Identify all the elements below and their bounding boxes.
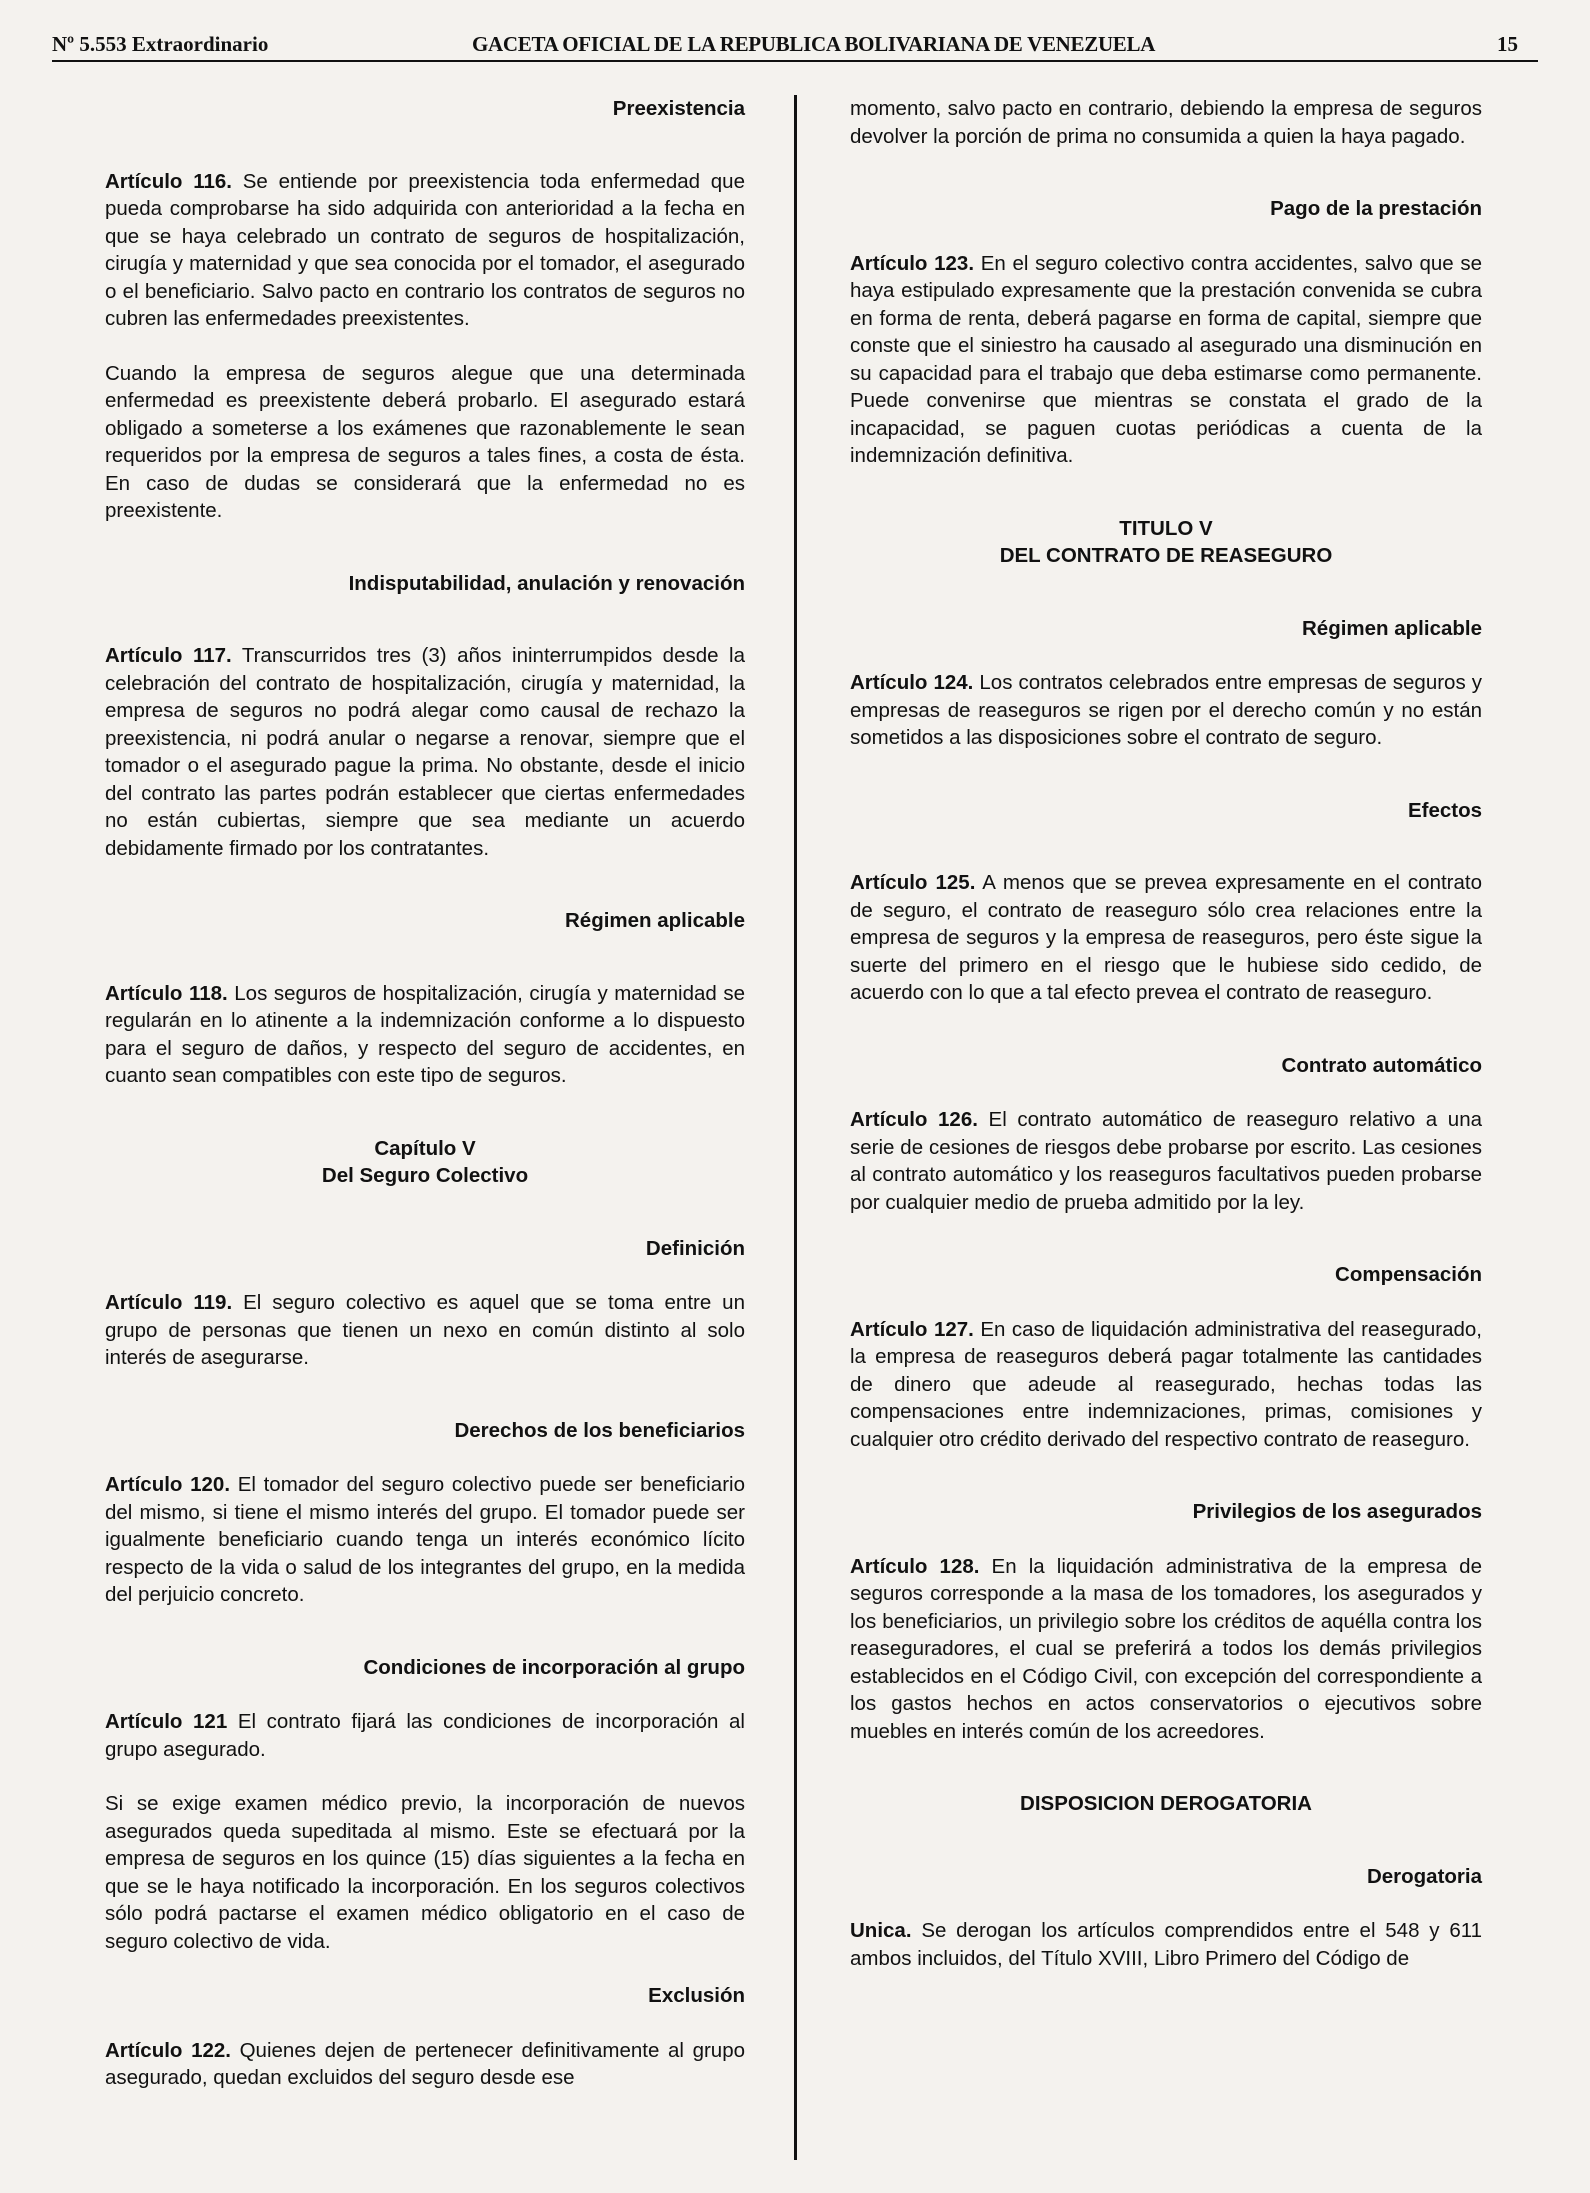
title-v: TITULO V [1119,516,1213,540]
article-123-text: En el seguro colectivo contra accidentes, salvo que se haya estipulado expresamente que la prestación convenida se cubra en forma de renta, deberá pagarse en forma de capital, siempre que conste que el siniestro ha causado al asegurado una disminución en su capacidad para el trabajo que deba estimarse como permanente. Puede convenirse que mientras se constata el grado de la incapacidad, se paguen cuotas periódicas a cuenta de la indemnización definitiva. [850,251,1482,467]
unica-article [850,1917,1482,1972]
article-120 [105,1471,745,1609]
heading-derechos-beneficiarios: Derechos de los beneficiarios [454,1418,745,1442]
article-128 [850,1553,1482,1746]
article-116-text: Se entiende por preexistencia toda enfermedad que pueda comprobarse ha sido adquirida con anterioridad a la fecha en que se haya celebrado un contrato de seguros de hospitalización, cirugía y maternidad y que sea conocida por el tomador, el asegurado o el beneficiario. Salvo pacto en contrario los contratos de seguros no cubren las enfermedades preexistentes. [105,169,745,330]
article-117-text: Transcurridos tres (3) años ininterrumpidos desde la celebración del contrato de hospitalización, cirugía y maternidad, la empresa de seguros no podrá alegar como causal de rechazo la preexistencia, ni podrá anular o negarse a renovar, siempre que el tomador o el asegurado pague la prima. No obstante, desde el inicio del contrato las partes podrán establecer que ciertas enfermedades no están cubiertas, siempre que sea mediante un acuerdo debidamente firmado por los contratantes. [105,644,745,860]
unica-text: Se derogan los artículos comprendidos entre el 548 y 611 ambos incluidos, del Título XVIII, Libro Primero del Código de [850,1919,1482,1970]
article-121 [105,1708,745,1763]
article-118 [105,980,745,1090]
article-116 [105,168,745,333]
heading-preexistencia: Preexistencia [612,97,745,120]
article-127-text: En caso de liquidación administrativa del reasegurado, la empresa de reaseguros deberá pagar totalmente las cantidades de dinero que adeude al reasegurado, hechas todas las compensaciones entre indemnizaciones, primas, comisiones y cualquier otro crédito derivado del respectivo contrato de reaseguro. [850,1317,1482,1451]
column-divider [794,95,797,2160]
article-121-number: Artículo 121 [105,1710,228,1733]
article-126 [850,1106,1482,1216]
article-120-number: Artículo 120. [105,1473,231,1496]
heading-derogatoria: Derogatoria [1366,1864,1482,1888]
title-v-subtitle: DEL CONTRATO DE REASEGURO [999,544,1333,567]
unica-label: Unica. [850,1919,912,1942]
chapter-subtitle: Del Seguro Colectivo [321,1164,529,1187]
article-119-text: El seguro colectivo es aquel que se toma entre un grupo de personas que tienen un nexo en común distinto al solo interés de asegurarse. [105,1291,745,1369]
article-125 [850,869,1482,1007]
article-128-number: Artículo 128. [850,1554,980,1578]
article-122-continuation: momento, salvo pacto en contrario, debiendo la empresa de seguros devolver la porción de prima no consumida a quien la haya pagado. [850,97,1482,148]
article-122 [105,2037,745,2092]
heading-contrato-automatico: Contrato automático [1281,1053,1482,1077]
article-126-number: Artículo 126. [850,1108,978,1131]
article-122-text: Quienes dejen de pertenecer definitivamente al grupo asegurado, quedan excluidos del seguro desde ese [105,2038,745,2089]
article-116-number: Artículo 116. [105,169,232,193]
article-120-text: El tomador del seguro colectivo puede ser beneficiario del mismo, si tiene el mismo interés del grupo. El tomador puede ser igualmente beneficiario cuando tenga un interés económico lícito respecto de la vida o salud de los integrantes del grupo, en la medida del perjuicio concreto. [105,1473,745,1606]
article-123 [850,250,1482,470]
article-125-number: Artículo 125. [850,871,976,894]
heading-compensacion: Compensación [1335,1263,1482,1286]
article-116-paragraph-2: Cuando la empresa de seguros alegue que una determinada enfermedad es preexistente deberá probarlo. El asegurado estará obligado a someterse a los exámenes que razonablemente le sean requeridos por la empresa de seguros a tales fines, a costa de ésta. En caso de dudas se considerará que la enfermedad no es preexistente. [105,361,745,522]
heading-privilegios: Privilegios de los asegurados [1192,1500,1482,1523]
article-118-text: Los seguros de hospitalización, cirugía y maternidad se regularán en lo atinente a la indemnización conforme a lo dispuesto para el seguro de daños, y respecto del seguro de accidentes, en cuanto sean compatibles con este tipo de seguros. [105,981,745,1087]
article-124-text: Los contratos celebrados entre empresas de seguros y empresas de reaseguros se rigen por el derecho común y no están sometidos a las disposiciones sobre el contrato de seguro. [850,671,1482,749]
disposicion-derogatoria: DISPOSICION DEROGATORIA [1020,1792,1312,1815]
article-126-text: El contrato automático de reaseguro relativo a una serie de cesiones de riesgos debe probarse por escrito. Las cesiones al contrato automático y los reaseguros facultativos pueden probarse por cualquier medio de prueba admitido por la ley. [850,1108,1482,1214]
heading-pago-prestacion: Pago de la prestación [1270,197,1482,220]
article-119 [105,1289,745,1372]
right-column [850,95,1482,1972]
page-number: 15 [1497,32,1518,56]
left-column [105,95,745,2092]
heading-condiciones-incorporacion: Condiciones de incorporación al grupo [363,1655,745,1679]
article-118-number: Artículo 118. [105,981,228,1005]
article-117 [105,642,745,862]
article-127-number: Artículo 127. [850,1317,974,1341]
heading-regimen-aplicable: Régimen aplicable [564,909,745,932]
heading-indisputabilidad: Indisputabilidad, anulación y renovación [348,571,745,595]
article-128-text: En la liquidación administrativa de la empresa de seguros corresponde a la masa de los tomadores, los asegurados y los beneficiarios, un privilegio sobre los créditos de aquélla contra los reaseguradores, el cual se preferirá a todos los demás privilegios establecidos en el Código Civil, con excepción del correspondiente a los gastos hechos en actos conservatorios o ejecutivos sobre muebles en interés común de los acreedores. [850,1554,1482,1743]
chapter-title: Capítulo V [374,1136,476,1160]
article-121-text: El contrato fijará las condiciones de incorporación al grupo asegurado. [105,1710,745,1761]
article-119-number: Artículo 119. [105,1291,233,1314]
heading-efectos: Efectos [1407,798,1482,822]
article-127 [850,1316,1482,1454]
gazette-title: GACETA OFICIAL DE LA REPUBLICA BOLIVARIANA DE VENEZUELA [472,32,1156,56]
article-124 [850,669,1482,752]
issue-number: Nº 5.553 Extraordinario [52,32,269,56]
article-123-number: Artículo 123. [850,251,975,275]
article-122-number: Artículo 122. [105,2038,231,2062]
article-124-number: Artículo 124. [850,671,974,694]
page-header [52,30,1538,62]
article-117-number: Artículo 117. [105,644,232,667]
heading-exclusion: Exclusión [648,1984,745,2007]
heading-definicion: Definición [645,1236,745,1260]
article-125-text: A menos que se prevea expresamente en el contrato de seguro, el contrato de reaseguro sólo crea relaciones entre la empresa de seguros y la empresa de reaseguros, pero éste sigue la suerte del primero en el riesgo que le hubiese sido cedido, de acuerdo con lo que a tal efecto prevea el contrato de reaseguro. [850,871,1482,1004]
article-121-paragraph-2: Si se exige examen médico previo, la incorporación de nuevos asegurados queda supeditada al mismo. Este se efectuará por la empresa de seguros en los quince (15) días siguientes a la fecha en que se le haya notificado la incorporación. En los seguros colectivos sólo podrá pactarse el examen médico obligatorio en el caso de seguro colectivo de vida. [105,1792,745,1953]
heading-regimen-aplicable-right: Régimen aplicable [1301,616,1482,640]
